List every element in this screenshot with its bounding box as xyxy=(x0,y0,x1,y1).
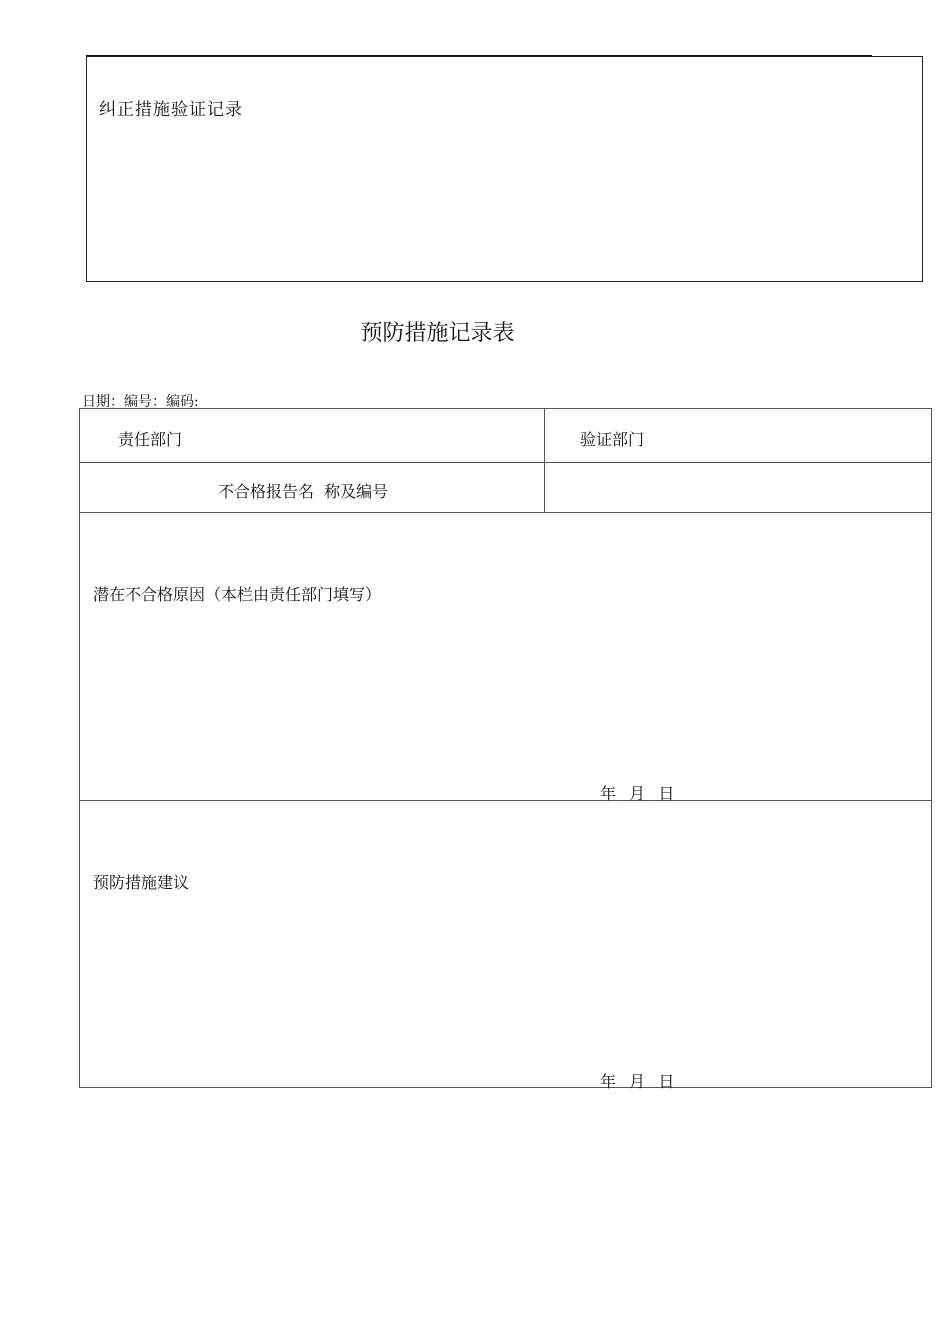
column-divider xyxy=(544,409,545,512)
form-title: 预防措施记录表 xyxy=(360,321,515,346)
preventive-action-table xyxy=(79,408,932,1091)
verify-dept-label: 验证部门 xyxy=(580,430,645,449)
report-name-label: 不合格报告名 称及编号 xyxy=(218,482,389,501)
responsible-dept-label: 责任部门 xyxy=(118,430,183,449)
preventive-suggestion-label: 预防措施建议 xyxy=(93,873,190,892)
row-divider xyxy=(80,462,931,463)
verification-record-label: 纠正措施验证记录 xyxy=(99,100,243,120)
cause-date-label: 年 月 日 xyxy=(600,784,676,803)
potential-cause-label: 潜在不合格原因（本栏由责任部门填写） xyxy=(93,585,382,604)
form-meta-line: 日期：编号：编码: xyxy=(82,394,199,410)
suggestion-date-label: 年 月 日 xyxy=(600,1072,676,1091)
row-divider xyxy=(80,512,931,513)
row-divider xyxy=(80,800,931,801)
verification-record-box xyxy=(86,56,923,282)
